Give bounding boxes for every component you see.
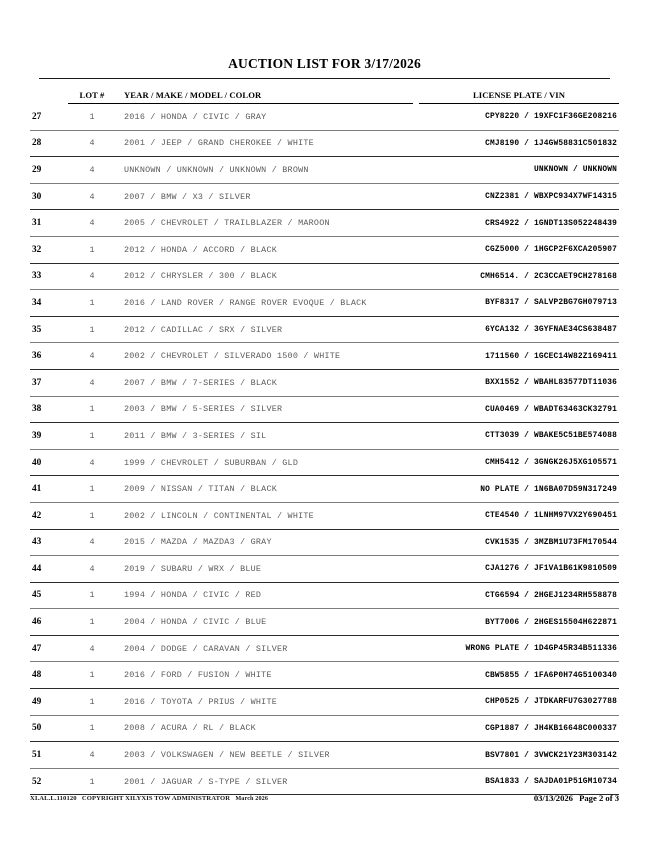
row-lot-number: 28: [30, 130, 68, 157]
row-plate-vin: CUA0469 / WBADT63463CK32791: [416, 396, 619, 423]
row-plate-vin: CMJ8190 / 1J4GW58831C501832: [416, 130, 619, 157]
row-lot-number: 38: [30, 396, 68, 423]
row-lot-number: 40: [30, 449, 68, 476]
row-plate-vin: CMH6514. / 2C3CCAET9CH278168: [416, 263, 619, 290]
table-row: [30, 742, 619, 769]
row-description: 2005 / CHEVROLET / TRAILBLAZER / MAROON: [116, 210, 416, 237]
row-description: 2002 / LINCOLN / CONTINENTAL / WHITE: [116, 502, 416, 529]
table-row: [30, 343, 619, 370]
table-row: [30, 130, 619, 157]
row-lot: 1: [68, 476, 116, 503]
title-divider: [39, 78, 610, 79]
row-lot-number: 35: [30, 316, 68, 343]
row-lot: 1: [68, 290, 116, 317]
table-row: [30, 369, 619, 396]
table-row: [30, 104, 619, 131]
row-plate-vin: 1711560 / 1GCEC14W82Z169411: [416, 343, 619, 370]
row-lot-number: 34: [30, 290, 68, 317]
row-lot: 4: [68, 449, 116, 476]
table-row: [30, 582, 619, 609]
table-row: [30, 290, 619, 317]
table-body: [30, 104, 619, 795]
column-header-lot-number: [30, 90, 68, 104]
row-lot-number: 42: [30, 502, 68, 529]
footer-form-code: XI.AL.L.110120: [30, 795, 77, 802]
row-plate-vin: CTE4540 / 1LNHM97VX2Y690451: [416, 502, 619, 529]
row-description: 1994 / HONDA / CIVIC / RED: [116, 582, 416, 609]
row-description: 2016 / TOYOTA / PRIUS / WHITE: [116, 689, 416, 716]
footer-page-info: [534, 793, 619, 803]
row-description: 2012 / HONDA / ACCORD / BLACK: [116, 236, 416, 263]
row-lot-number: 49: [30, 689, 68, 716]
row-description: 2016 / LAND ROVER / RANGE ROVER EVOQUE / BLACK: [116, 290, 416, 317]
row-description: UNKNOWN / UNKNOWN / UNKNOWN / BROWN: [116, 157, 416, 184]
row-description: 2016 / HONDA / CIVIC / GRAY: [116, 104, 416, 131]
table-row: [30, 263, 619, 290]
row-lot-number: 32: [30, 236, 68, 263]
row-lot-number: 43: [30, 529, 68, 556]
table-row: [30, 768, 619, 795]
table-row: [30, 635, 619, 662]
row-lot-number: 37: [30, 369, 68, 396]
row-lot-number: 30: [30, 183, 68, 210]
row-lot-number: 47: [30, 635, 68, 662]
row-plate-vin: CNZ2381 / WBXPC934X7WF14315: [416, 183, 619, 210]
row-description: 2011 / BMW / 3-SERIES / SIL: [116, 423, 416, 450]
row-plate-vin: CVK1535 / 3MZBM1U73FM170544: [416, 529, 619, 556]
row-lot-number: 51: [30, 742, 68, 769]
row-lot: 4: [68, 130, 116, 157]
row-description: 2002 / CHEVROLET / SILVERADO 1500 / WHITE: [116, 343, 416, 370]
footer-month: March 2026: [235, 795, 269, 802]
row-plate-vin: CTG6594 / 2HGEJ1234RH558878: [416, 582, 619, 609]
table-row: [30, 236, 619, 263]
table-row: [30, 423, 619, 450]
page-title: AUCTION LIST FOR 3/17/2026: [228, 56, 421, 71]
row-description: 2015 / MAZDA / MAZDA3 / GRAY: [116, 529, 416, 556]
row-lot: 1: [68, 715, 116, 742]
row-lot-number: 27: [30, 104, 68, 131]
row-lot-number: 29: [30, 157, 68, 184]
footer-copyright: [30, 795, 268, 802]
table-row: [30, 396, 619, 423]
row-lot: 4: [68, 183, 116, 210]
row-lot: 1: [68, 423, 116, 450]
page-footer: [30, 795, 619, 809]
row-description: 2007 / BMW / X3 / SILVER: [116, 183, 416, 210]
row-description: 2004 / DODGE / CARAVAN / SILVER: [116, 635, 416, 662]
row-lot: 1: [68, 396, 116, 423]
column-header-plate-vin: LICENSE PLATE / VIN: [416, 90, 619, 104]
footer-page-number: Page 2 of 3: [579, 793, 619, 803]
row-description: 2001 / JEEP / GRAND CHEROKEE / WHITE: [116, 130, 416, 157]
table-row: [30, 689, 619, 716]
row-lot-number: 46: [30, 609, 68, 636]
table-header-row: [30, 90, 619, 104]
row-description: 2001 / JAGUAR / S-TYPE / SILVER: [116, 768, 416, 795]
row-lot: 1: [68, 104, 116, 131]
row-lot: 1: [68, 609, 116, 636]
table-row: [30, 662, 619, 689]
row-description: 2003 / BMW / 5-SERIES / SILVER: [116, 396, 416, 423]
row-description: 1999 / CHEVROLET / SUBURBAN / GLD: [116, 449, 416, 476]
row-plate-vin: CGP1887 / JH4KB16648C000337: [416, 715, 619, 742]
row-plate-vin: CJA1276 / JF1VA1B61K9810509: [416, 556, 619, 583]
row-lot: 4: [68, 343, 116, 370]
row-plate-vin: UNKNOWN / UNKNOWN: [416, 157, 619, 184]
table-row: [30, 502, 619, 529]
row-description: 2009 / NISSAN / TITAN / BLACK: [116, 476, 416, 503]
row-description: 2019 / SUBARU / WRX / BLUE: [116, 556, 416, 583]
table-row: [30, 609, 619, 636]
row-lot: 1: [68, 502, 116, 529]
row-plate-vin: CGZ5000 / 1HGCP2F6XCA205907: [416, 236, 619, 263]
row-description: 2004 / HONDA / CIVIC / BLUE: [116, 609, 416, 636]
row-plate-vin: CPY8220 / 19XFC1F36GE208216: [416, 104, 619, 131]
row-plate-vin: CHP0525 / JTDKARFU7G3027788: [416, 689, 619, 716]
column-header-description: YEAR / MAKE / MODEL / COLOR: [116, 90, 416, 104]
row-plate-vin: NO PLATE / 1N6BA07D59N317249: [416, 476, 619, 503]
footer-print-date: 03/13/2026: [533, 793, 573, 803]
footer-copyright-text: COPYRIGHT XILYXIS TOW ADMINISTRATOR: [81, 795, 231, 802]
row-plate-vin: BYT7006 / 2HGES15504H622871: [416, 609, 619, 636]
row-description: 2012 / CHRYSLER / 300 / BLACK: [116, 263, 416, 290]
row-plate-vin: WRONG PLATE / 1D4GP45R34B511336: [416, 635, 619, 662]
row-plate-vin: BYF8317 / SALVP2BG7GH079713: [416, 290, 619, 317]
auction-table: [30, 90, 619, 795]
table-row: [30, 476, 619, 503]
row-lot: 4: [68, 556, 116, 583]
table-row: [30, 316, 619, 343]
row-description: 2003 / VOLKSWAGEN / NEW BEETLE / SILVER: [116, 742, 416, 769]
row-lot-number: 44: [30, 556, 68, 583]
row-lot: 1: [68, 768, 116, 795]
table-header: [30, 90, 619, 104]
table-row: [30, 210, 619, 237]
row-lot-number: 48: [30, 662, 68, 689]
row-lot: 1: [68, 582, 116, 609]
row-lot-number: 52: [30, 768, 68, 795]
table-row: [30, 449, 619, 476]
row-lot-number: 39: [30, 423, 68, 450]
row-plate-vin: CMH5412 / 3GNGK26J5XG105571: [416, 449, 619, 476]
row-plate-vin: 6YCA132 / 3GYFNAE34CS638487: [416, 316, 619, 343]
row-lot: 1: [68, 689, 116, 716]
table-row: [30, 183, 619, 210]
table-row: [30, 157, 619, 184]
row-plate-vin: CRS4922 / 1GNDT13S052248439: [416, 210, 619, 237]
row-lot: 1: [68, 662, 116, 689]
row-description: 2012 / CADILLAC / SRX / SILVER: [116, 316, 416, 343]
row-lot: 4: [68, 157, 116, 184]
row-lot: 4: [68, 635, 116, 662]
table-row: [30, 715, 619, 742]
row-lot-number: 45: [30, 582, 68, 609]
row-lot: 4: [68, 742, 116, 769]
row-lot-number: 33: [30, 263, 68, 290]
row-plate-vin: BSV7801 / 3VWCK21Y23M303142: [416, 742, 619, 769]
row-plate-vin: BXX1552 / WBAHL83577DT11036: [416, 369, 619, 396]
row-lot-number: 41: [30, 476, 68, 503]
row-lot-number: 50: [30, 715, 68, 742]
column-header-lot: LOT #: [68, 90, 116, 104]
table-row: [30, 556, 619, 583]
row-description: 2007 / BMW / 7-SERIES / BLACK: [116, 369, 416, 396]
row-lot-number: 31: [30, 210, 68, 237]
row-plate-vin: BSA1833 / SAJDA01P51GM10734: [416, 768, 619, 795]
row-description: 2016 / FORD / FUSION / WHITE: [116, 662, 416, 689]
row-lot-number: 36: [30, 343, 68, 370]
row-lot: 1: [68, 316, 116, 343]
row-plate-vin: CTT3039 / WBAKE5C51BE574088: [416, 423, 619, 450]
row-lot: 1: [68, 236, 116, 263]
row-lot: 4: [68, 369, 116, 396]
row-plate-vin: CBW5855 / 1FA6P0H74G5100340: [416, 662, 619, 689]
row-lot: 4: [68, 210, 116, 237]
row-lot: 4: [68, 529, 116, 556]
row-lot: 4: [68, 263, 116, 290]
table-row: [30, 529, 619, 556]
row-description: 2008 / ACURA / RL / BLACK: [116, 715, 416, 742]
